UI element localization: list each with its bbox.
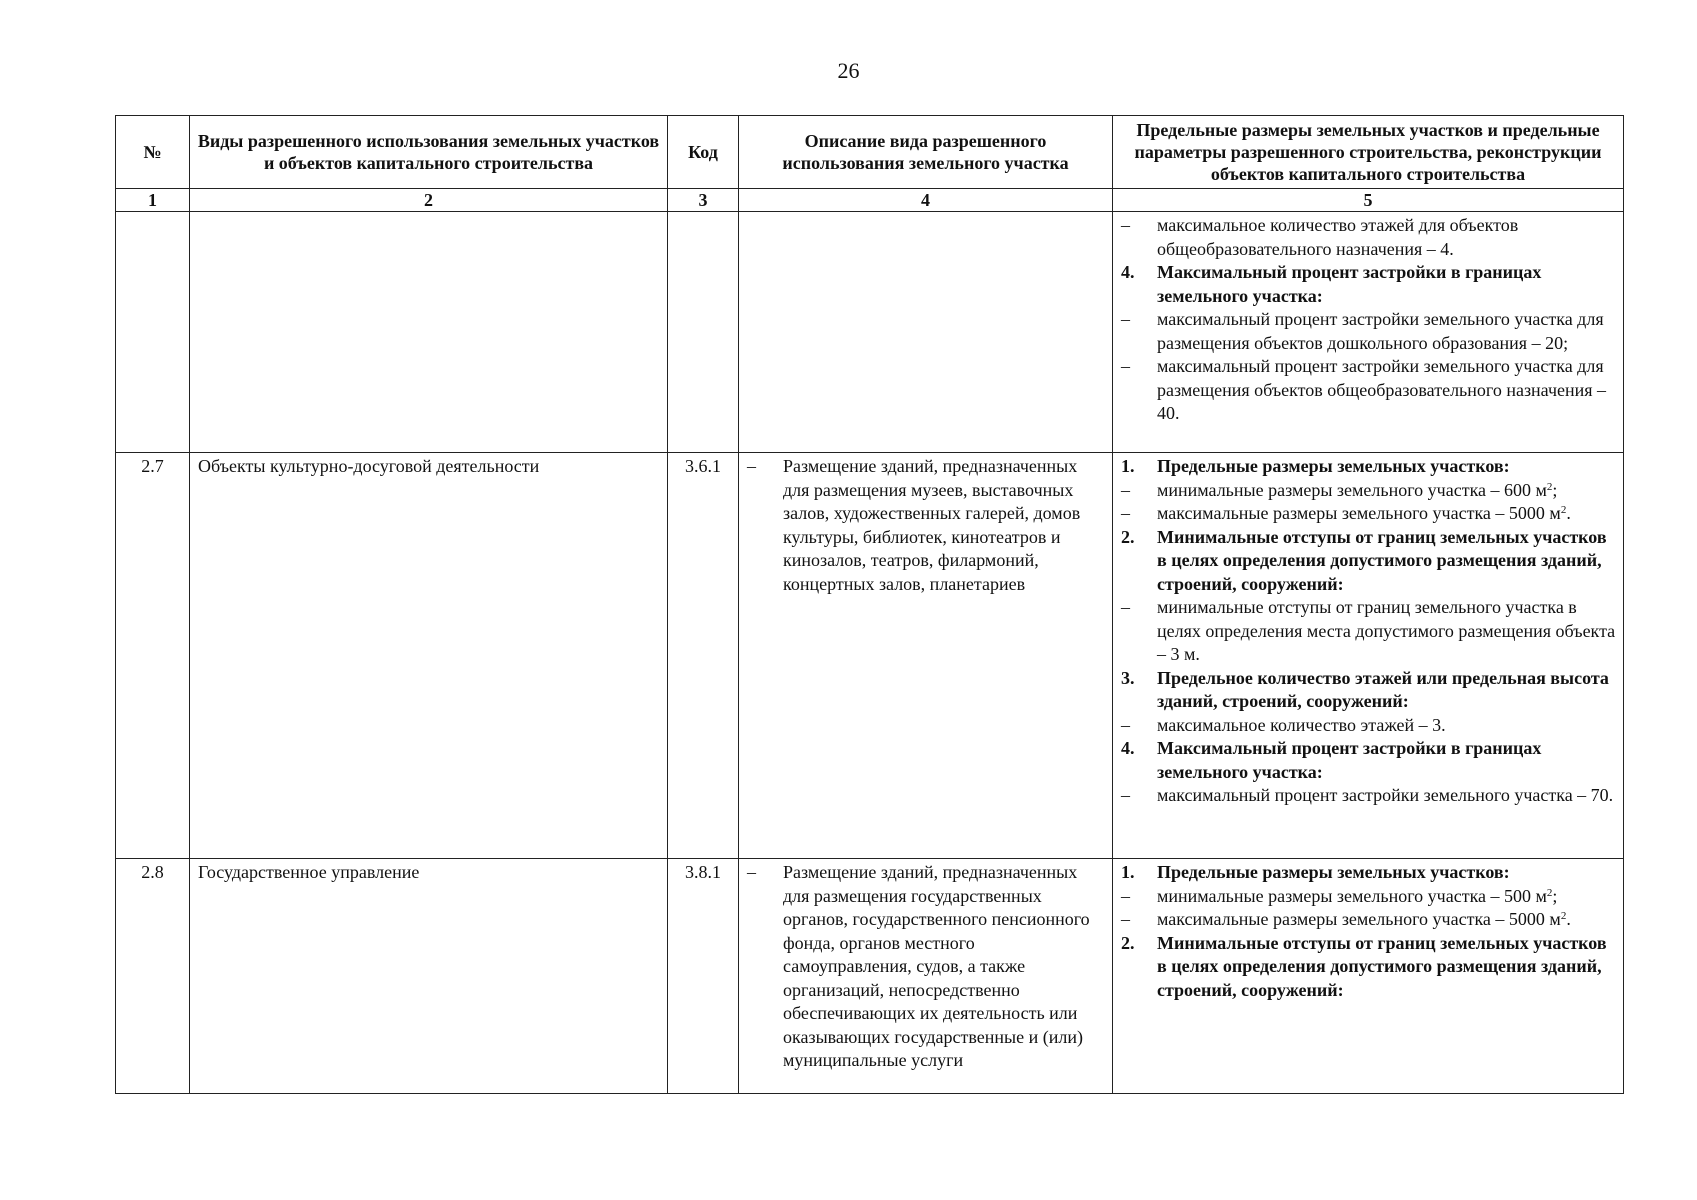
column-number-row — [116, 189, 1624, 212]
superscript: 2 — [1546, 480, 1553, 493]
row-use-type: Объекты культурно-досуговой деятельности — [190, 453, 668, 859]
row-code: 3.8.1 — [668, 859, 739, 1094]
limit-marker: – — [1121, 785, 1130, 805]
limit-item — [1121, 784, 1619, 808]
header-description: Описание вида разрешенного использования земельного участка — [739, 116, 1113, 189]
limit-text: Максимальный процент застройки в границах земельного участка: — [1157, 262, 1542, 306]
column-number: 3 — [668, 189, 739, 212]
limit-item — [1121, 261, 1619, 308]
limit-marker: – — [1121, 215, 1130, 235]
limit-item — [1121, 596, 1619, 667]
table-row — [116, 212, 1624, 453]
limit-marker: – — [1121, 356, 1130, 376]
limit-marker: 4. — [1121, 738, 1135, 758]
description-text: Размещение зданий, предназначенных для размещения государственных органов, государственного пенсионного фонда, органов местного самоуправления, судов, а также организаций, непосредственно обеспечивающих их деятельность или оказывающих государственные и (или) муниципальные услуги — [783, 862, 1090, 1070]
row-description — [739, 859, 1113, 1094]
superscript: 2 — [1560, 504, 1567, 516]
limit-marker: 1. — [1121, 862, 1135, 882]
limit-marker: 4. — [1121, 262, 1135, 282]
limit-marker: – — [1121, 909, 1130, 929]
description-text: Размещение зданий, предназначенных для размещения музеев, выставочных залов, художественных галерей, домов культуры, библиотек, кинотеатров и кинозалов, театров, филармоний, концертных залов, планетариев — [783, 456, 1081, 594]
limit-text: максимальный процент застройки земельного участка – 70. — [1157, 785, 1614, 805]
limit-item — [1121, 932, 1619, 1003]
header-code: Код — [668, 116, 739, 189]
limit-text: максимальные размеры земельного участка – 5000 м — [1157, 503, 1561, 523]
table-header-row — [116, 116, 1624, 189]
limit-item — [1121, 308, 1619, 355]
limit-item — [1121, 214, 1619, 261]
limit-item — [1121, 885, 1619, 909]
limit-item — [1121, 737, 1619, 784]
limit-text: максимальное количество этажей – 3. — [1157, 714, 1446, 735]
row-code — [668, 212, 739, 453]
limit-text: Минимальные отступы от границ земельных участков в целях определения допустимого размещения зданий, строений, сооружений: — [1157, 526, 1607, 594]
limit-marker: – — [1121, 885, 1130, 906]
column-number: 2 — [190, 189, 668, 212]
header-use-type: Виды разрешенного использования земельных участков и объектов капитального строительства — [190, 116, 668, 189]
row-number — [116, 212, 190, 453]
limit-text: максимальные размеры земельного участка – 5000 м — [1157, 909, 1561, 929]
table-row — [116, 453, 1624, 859]
row-number: 2.7 — [116, 453, 190, 859]
column-number: 5 — [1113, 189, 1624, 212]
row-description — [739, 453, 1113, 859]
limit-text: максимальный процент застройки земельного участка для размещения объектов общеобразовательного назначения – 40. — [1157, 356, 1607, 423]
limit-marker: 3. — [1121, 667, 1135, 688]
limit-text: максимальное количество этажей для объектов общеобразовательного назначения – 4. — [1157, 215, 1519, 259]
limit-item — [1121, 455, 1619, 479]
header-limits: Предельные размеры земельных участков и предельные параметры разрешенного строительства, реконструкции объектов капитального строительства — [1113, 116, 1624, 189]
limit-text: Минимальные отступы от границ земельных участков в целях определения допустимого размещения зданий, строений, сооружений: — [1157, 932, 1607, 1000]
limit-marker: – — [1121, 714, 1130, 735]
row-use-type: Государственное управление — [190, 859, 668, 1094]
limit-item — [1121, 355, 1619, 426]
limit-text: минимальные размеры земельного участка – 600 м — [1157, 479, 1547, 500]
row-use-type — [190, 212, 668, 453]
page-number: 26 — [837, 58, 860, 83]
row-limits — [1113, 453, 1624, 859]
limit-item — [1121, 479, 1619, 503]
limit-tail: . — [1566, 909, 1571, 929]
limit-item — [1121, 502, 1619, 526]
limit-item — [1121, 526, 1619, 597]
land-use-table — [115, 115, 1624, 1094]
limit-text: Предельные размеры земельных участков: — [1157, 456, 1510, 476]
superscript: 2 — [1560, 910, 1567, 922]
limit-text: минимальные отступы от границ земельного участка в целях определения места допустимого размещения объекта – 3 м. — [1157, 597, 1616, 664]
limit-marker: 2. — [1121, 526, 1135, 547]
limit-tail: ; — [1552, 885, 1558, 906]
limit-marker: – — [1121, 309, 1130, 329]
limit-text: максимальный процент застройки земельного участка для размещения объектов дошкольного образования – 20; — [1157, 309, 1604, 353]
superscript: 2 — [1546, 886, 1553, 899]
limit-text: Максимальный процент застройки в границах земельного участка: — [1157, 738, 1542, 782]
limit-item — [1121, 667, 1619, 714]
limit-tail: . — [1566, 503, 1571, 523]
description-marker: – — [747, 456, 756, 476]
row-limits — [1113, 859, 1624, 1094]
limit-tail: ; — [1552, 479, 1558, 500]
description-marker: – — [747, 862, 756, 882]
column-number: 4 — [739, 189, 1113, 212]
limit-text: Предельные размеры земельных участков: — [1157, 862, 1510, 882]
limit-item — [1121, 908, 1619, 932]
limit-marker: – — [1121, 479, 1130, 500]
limit-item — [1121, 714, 1619, 738]
limit-marker: – — [1121, 503, 1130, 523]
header-number: № — [116, 116, 190, 189]
column-number: 1 — [116, 189, 190, 212]
row-code: 3.6.1 — [668, 453, 739, 859]
row-description — [739, 212, 1113, 453]
limit-marker: 1. — [1121, 456, 1135, 476]
row-limits — [1113, 212, 1624, 453]
limit-text: минимальные размеры земельного участка – 500 м — [1157, 885, 1547, 906]
limit-marker: – — [1121, 597, 1130, 617]
table-row — [116, 859, 1624, 1094]
limit-item — [1121, 861, 1619, 885]
limit-marker: 2. — [1121, 932, 1135, 953]
limit-text: Предельное количество этажей или предельная высота зданий, строений, сооружений: — [1157, 667, 1609, 711]
row-number: 2.8 — [116, 859, 190, 1094]
